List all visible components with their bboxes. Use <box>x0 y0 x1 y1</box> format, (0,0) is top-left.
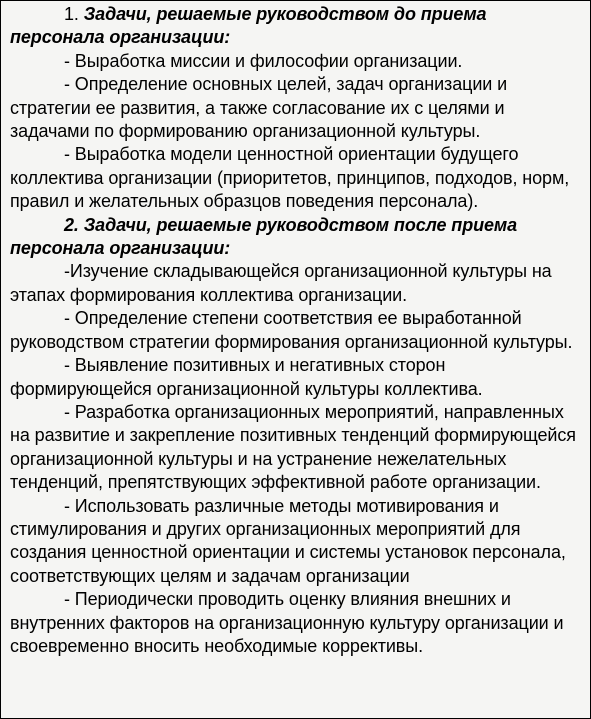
section-1-item: - Выработка миссии и философии организации. <box>64 50 463 71</box>
section-1-title: Задачи, решаемые руководством до приема персонала организации: <box>10 4 487 48</box>
section-1-item: - Выработка модели ценностной ориентации будущего коллектива организации (приоритетов, принципов, подходов, норм, правил и желательных образцов поведения персонала). <box>10 144 570 212</box>
section-2-item: - Периодически проводить оценку влияния внешних и внутренних факторов на организационную культуру организации и своевременно вносить необходимые коррективы. <box>10 589 564 656</box>
section-2-item: - Определение степени соответствия ее выработанной руководством стратегии формирования организационной культуры. <box>10 308 573 352</box>
section-2-item: - Использовать различные методы мотивирования и стимулирования и других организационных мероприятий для создания ценностной ориентации и системы установок персонала, соответствующих целям и задачам организации <box>10 495 566 586</box>
section-2-heading <box>10 214 584 261</box>
section-1-item: - Определение основных целей, задач организации и стратегии ее развития, а также согласование их с целями и задачами по формированию организационной культуры. <box>10 74 508 142</box>
section-2-number: 2. <box>64 214 79 235</box>
section-2-title: Задачи, решаемые руководством после приема персонала организации: <box>10 214 518 259</box>
section-1-heading <box>10 3 584 50</box>
document-body <box>10 3 584 658</box>
section-2-item: - Разработка организационных мероприятий, направленных на развитие и закрепление позитивных тенденций формирующейся организационной культуры и на устранение нежелательных тенденций, препятствующих эффективной работе организации. <box>10 401 576 493</box>
section-1-number: 1. <box>64 4 79 24</box>
section-2-item: -Изучение складывающейся организационной культуры на этапах формирования коллектива организации. <box>10 261 552 305</box>
section-2-item: - Выявление позитивных и негативных сторон формирующейся организационной культуры коллектива. <box>10 355 483 399</box>
